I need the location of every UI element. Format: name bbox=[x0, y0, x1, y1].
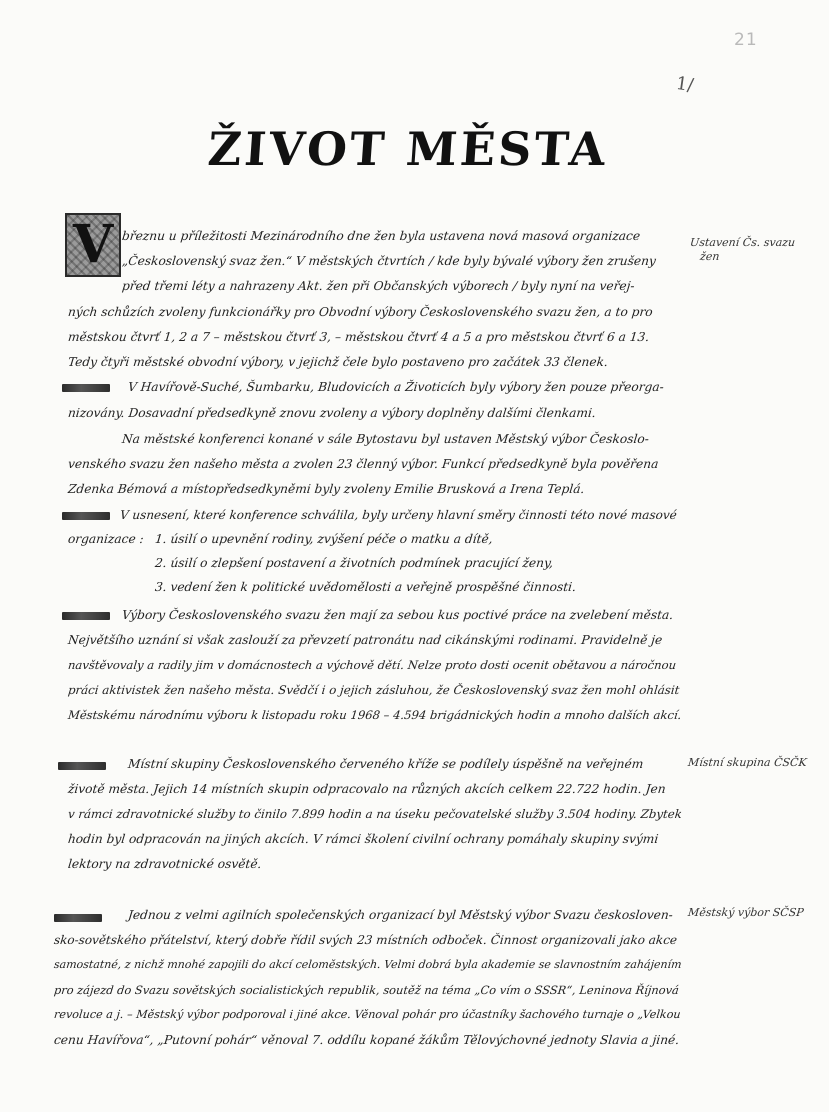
p6-line-5: lektory na zdravotnické osvětě. bbox=[67, 857, 263, 871]
p2-line-2: nizovány. Dosavadní předsedkyně znovu zvoleny a výbory doplněny dalšími členkami. bbox=[67, 406, 597, 420]
p5-line-2: Největšího uznání si však zaslouží za převzetí patronátu nad cikánskými rodinami. Pravidelně je bbox=[67, 633, 663, 647]
margin-note-organizace-1: Ustavení Čs. svazu bbox=[689, 236, 796, 249]
decorative-initial bbox=[65, 213, 121, 277]
margin-note-organizace-2: žen bbox=[699, 250, 721, 263]
p7-line-5: revoluce a j. – Městský výbor podporoval i jiné akce. Věnoval pohár pro účastníky šachového turnaje o „Velkou bbox=[53, 1008, 682, 1021]
paragraph-marker bbox=[54, 914, 102, 922]
p1-line-2: „Československý svaz žen.“ V městských čtvrtích / kde byly bývalé výbory žen zrušeny bbox=[121, 254, 657, 268]
p5-line-1: Výbory Československého svazu žen mají za sebou kus poctivé práce na zvelebení města. bbox=[121, 608, 674, 622]
p2-line-1: V Havířově-Suché, Šumbarku, Bludovicích a Životicích byly výbory žen pouze přeorga- bbox=[127, 380, 665, 394]
p4-line-1: V usnesení, které konference schválila, byly určeny hlavní směry činnosti této nové masové bbox=[119, 508, 678, 522]
p4-line-2: organizace : bbox=[67, 532, 145, 546]
p7-line-1: Jednou z velmi agilních společenských organizací byl Městský výbor Svazu českosloven- bbox=[127, 908, 674, 922]
p4-item-3: 3. vedení žen k politické uvědomělosti a veřejně prospěšné činnosti. bbox=[154, 580, 577, 594]
p6-line-4: hodin byl odpracován na jiných akcích. V rámci školení civilní ochrany pomáhaly skupiny svými bbox=[67, 832, 660, 846]
p5-line-4: práci aktivistek žen našeho města. Svědčí i o jejich zásluhou, že Československý svaz žen mohl ohlásit bbox=[67, 683, 681, 697]
p7-line-4: pro zájezd do Svazu sovětských socialistických republik, soutěž na téma „Co vím o SSSR“, Leninova Říjnová bbox=[53, 983, 680, 997]
paragraph-marker bbox=[62, 384, 110, 392]
initial-letter: V bbox=[72, 214, 114, 275]
p7-line-6: cenu Havířova“, „Putovní pohár“ věnoval 7. oddílu kopané žákům Tělovýchovné jednoty Slavia a jiné. bbox=[53, 1033, 680, 1047]
p3-line-1: Na městské konferenci konané v sále Bytostavu byl ustaven Městský výbor Českoslo- bbox=[121, 432, 650, 446]
p6-line-2: životě města. Jejich 14 místních skupin odpracovalo na různých akcích celkem 22.722 hodin. Jen bbox=[67, 782, 667, 796]
paragraph-marker bbox=[58, 762, 106, 770]
page-corner-mark: 1/ bbox=[674, 72, 695, 97]
p7-line-2: sko-sovětského přátelství, který dobře řídil svých 23 místních odboček. Činnost organizovali jako akce bbox=[53, 933, 678, 947]
page-title: ŽIVOT MĚSTA bbox=[206, 122, 610, 176]
p1-line-3: před třemi léty a nahrazeny Akt. žen při Občanských výborech / byly nyní na veřej- bbox=[121, 279, 636, 293]
p3-line-3: Zdenka Bémová a místopředsedkyněmi byly zvoleny Emilie Brusková a Irena Teplá. bbox=[67, 482, 586, 496]
margin-note-scsp: Městský výbor SČSP bbox=[687, 906, 805, 919]
p4-item-2: 2. úsilí o zlepšení postavení a životních podmínek pracující ženy, bbox=[154, 556, 554, 570]
page-number: 21 bbox=[734, 30, 758, 50]
p7-line-3: samostatné, z nichž mnohé zapojili do akcí celoměstských. Velmi dobrá byla akademie se slavnostním zahájením bbox=[53, 958, 683, 971]
paragraph-marker bbox=[62, 512, 110, 520]
p5-line-5: Městskému národnímu výboru k listopadu roku 1968 – 4.594 brigádnických hodin a mnoho dalších akcí. bbox=[67, 708, 683, 722]
p3-line-2: venského svazu žen našeho města a zvolen 23 členný výbor. Funkcí předsedkyně byla pověřena bbox=[67, 457, 660, 471]
p1-line-6: Tedy čtyři městské obvodní výbory, v jejichž čele bylo postaveno pro začátek 33 členek. bbox=[67, 355, 609, 369]
margin-note-cck: Místní skupina ČSČK bbox=[687, 756, 808, 769]
paragraph-marker bbox=[62, 612, 110, 620]
p5-line-3: navštěvovaly a radily jim v domácnostech a výchově dětí. Nelze proto dosti ocenit obětavou a náročnou bbox=[67, 658, 677, 672]
p1-line-4: ných schůzích zvoleny funkcionářky pro Obvodní výbory Československého svazu žen, a to pro bbox=[67, 305, 654, 319]
p6-line-1: Místní skupiny Československého červeného kříže se podílely úspěšně na veřejném bbox=[127, 757, 645, 771]
p4-item-1: 1. úsilí o upevnění rodiny, zvýšení péče o matku a dítě, bbox=[154, 532, 494, 546]
p1-line-1: březnu u příležitosti Mezinárodního dne žen byla ustavena nová masová organizace bbox=[121, 229, 641, 243]
p1-line-5: městskou čtvrť 1, 2 a 7 – městskou čtvrť 3, – městskou čtvrť 4 a 5 a pro městskou čtvrť 6 a 13. bbox=[67, 330, 650, 344]
p6-line-3: v rámci zdravotnické služby to činilo 7.899 hodin a na úseku pečovatelské služby 3.504 hodiny. Zbytek bbox=[67, 807, 683, 821]
